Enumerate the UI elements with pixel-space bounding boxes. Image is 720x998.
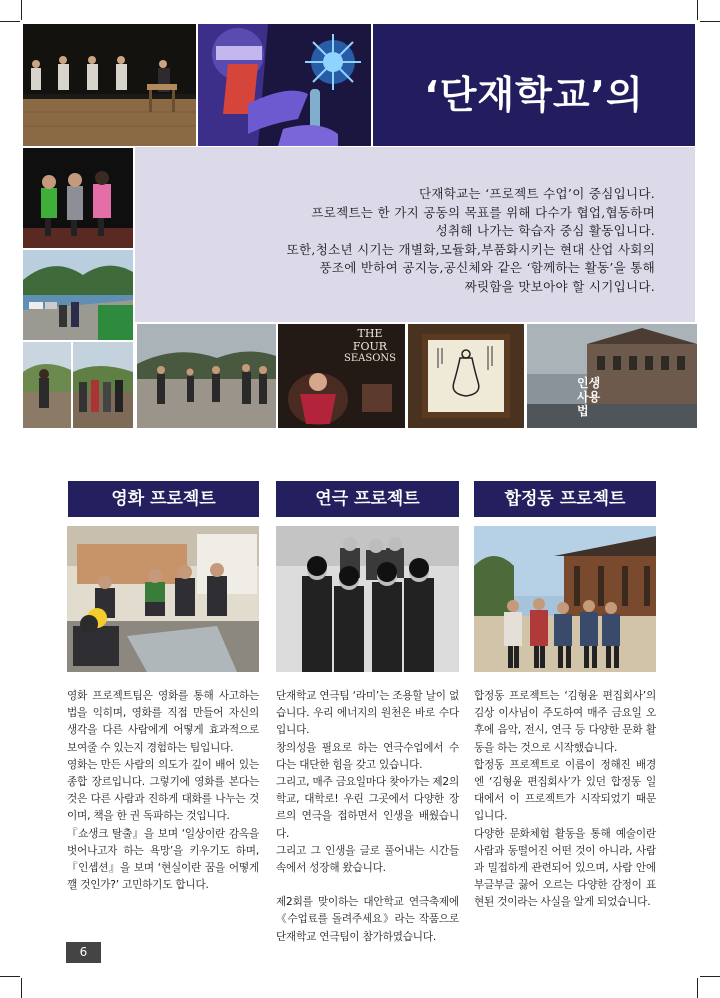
hapjeong-project-text	[474, 688, 656, 912]
paragraph	[276, 877, 459, 894]
paragraph: 다양한 문화체험 활동을 통해 예술이란 사람과 동떨어진 어떤 것이 아니라, 사람과 밀접하게 관련되어 있으며, 사람 안에 부글부글 끓어 오르는 다양한 감정이 표현된 것이라는 사실을 알게 되었습니다.	[474, 827, 656, 909]
theater-team-photo	[276, 526, 459, 672]
film-team-photo	[67, 526, 259, 672]
intro-line: 성취해 나가는 학습자 중심 활동입니다.	[435, 223, 655, 238]
stage-photo	[23, 24, 196, 146]
heading-theater-project: 연극 프로젝트	[276, 481, 459, 517]
paragraph: 『쇼생크 탈출』을 보며 ‘일상이란 감옥을 벗어나고자 하는 욕망’을 키우기도 하며, 『인셉션』을 보며 ‘현실이란 꿈을 어떻게 깰 것인가?’ 고민하기도 합니다.	[67, 827, 259, 892]
students-photo	[23, 148, 133, 248]
intro-line: 단재학교는 ‘프로젝트 수업’이 중심입니다.	[418, 186, 655, 201]
poster-title-line: FOUR	[352, 340, 388, 353]
intro-text	[287, 185, 655, 296]
intro-line: 프로젝트는 한 가지 공동의 목표를 위해 다수가 협업,협동하며	[311, 204, 655, 220]
intro-box	[135, 147, 695, 322]
park-photo-2	[73, 342, 133, 428]
title-box	[373, 24, 695, 146]
poster-title-line: THE	[357, 327, 383, 340]
crop-mark	[21, 0, 22, 20]
crop-mark	[700, 976, 720, 977]
film-project-text	[67, 688, 259, 894]
paragraph: 제2회를 맞이하는 대안학교 연극축제에 《수업료를 돌려주세요》라는 작품으로 단재학교 연극팀이 참가하였습니다.	[276, 896, 459, 943]
crop-mark	[697, 978, 698, 998]
poster-title: 인생 사용법	[577, 376, 601, 418]
theater-project-text	[276, 688, 459, 946]
paragraph: 그리고 그 인생을 글로 풀어내는 시간들 속에서 성장해 왔습니다.	[276, 844, 459, 875]
paragraph: 그리고, 매주 금요일마다 찾아가는 제2의 학교, 대학로! 우린 그곳에서 다양한 장르의 연극을 접하면서 인생을 배웠습니다.	[276, 776, 459, 840]
paragraph: 합정동 프로젝트로 이름이 정해진 배경엔 ‘김형윤 편집회사’가 있던 합정동 일대에서 이 프로젝트가 시작되었기 때문입니다.	[474, 758, 656, 823]
page-title: ‘단재학교’의	[424, 73, 644, 117]
lake-photo	[23, 250, 133, 340]
hapjeong-team-photo	[474, 526, 656, 672]
paragraph: 합정동 프로젝트는 ‘김형윤 편집회사’의 김상 이사님이 주도하여 매주 금요일 오후에 음악, 전시, 연극 등 다양한 문화 활동을 하는 것으로 시작했습니다.	[474, 690, 656, 754]
heading-film-project: 영화 프로젝트	[68, 481, 259, 517]
page-number: 6	[66, 942, 101, 963]
crop-mark	[0, 976, 20, 977]
knight-illustration	[198, 24, 371, 146]
paragraph: 창의성을 필요로 하는 연극수업에서 수다는 대단한 힘을 갖고 있습니다.	[276, 741, 459, 771]
intro-line: 또한,청소년 시기는 개별화,모듈화,부품화시키는 현대 산업 사회의	[286, 241, 655, 257]
four-seasons-poster	[278, 324, 405, 428]
paragraph: 단재학교 연극팀 ‘라미’는 조용할 날이 없습니다. 우리 에너지의 원천은 바로 수다입니다.	[276, 690, 459, 737]
crop-mark	[0, 21, 20, 22]
inseng-poster	[527, 324, 697, 428]
poster-title-line: SEASONS	[343, 353, 397, 364]
walkway-photo	[137, 324, 276, 428]
crop-mark	[21, 978, 22, 998]
crop-mark	[697, 0, 698, 20]
paragraph: 영화 프로젝트팀은 영화를 통해 사고하는 법을 익히며, 영화를 직접 만들어 자신의 생각을 다른 사람에게 어떻게 효과적으로 보여줄 수 있는지 경험하는 팀입니다.	[67, 690, 259, 754]
park-photo-1	[23, 342, 71, 428]
intro-line: 짜릿함을 맛보아야 할 시기입니다.	[464, 278, 655, 294]
crop-mark	[700, 21, 720, 22]
paragraph: 영화는 만든 사람의 의도가 깊이 배어 있는 종합 장르입니다. 그렇기에 영화를 본다는 것은 다른 사람과 진하게 대화를 나누는 것이며, 책을 한 권 독파하는 것입니다.	[67, 758, 259, 823]
heading-hapjeong-project: 합정동 프로젝트	[474, 481, 656, 517]
intro-line: 풍조에 반하여 공지능,공신체와 같은 ‘함께하는 활동’을 통해	[319, 260, 655, 275]
calligraphy-photo	[408, 324, 524, 428]
